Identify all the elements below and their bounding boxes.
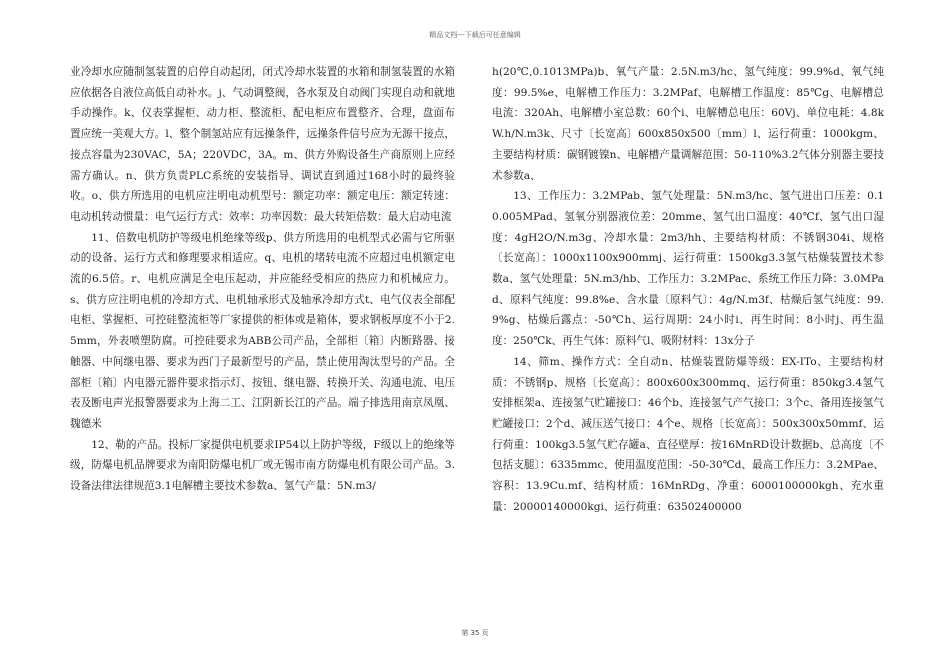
- left-text-column: [70, 62, 455, 497]
- paragraph-14-dryer: 14、筛m、操作方式：全自动n、枯燥装置防爆等级：EX-ITo、主要结构材质：不锈钢p、规格〔长宽高〕：800x600x300mmq、运行荷重：850kg3.4氢气安排框架a、连接氢气贮罐接口：46个b、连接氢气产气接口：3个c、备用连接氢气贮罐接口：2个d、减压送气接口：4个e、规格〔长宽高〕：500x300x50mmf、运行荷重：100kg3.5氢气贮存罐a、直径壁厚：按16MnRD设计数据b、总高度〔不包括支腿〕：6335mmc、使用温度范围：-50-30℃d、最高工作压力：3.2MPae、容积：13.9Cu.mf、结构材质：16MnRDg、净重：6000100000kgh、充水重量：20000140000kgi、运行荷重：63502400000: [492, 355, 884, 513]
- right-text-column: [492, 62, 884, 517]
- paragraph-12-products: 12、勒的产品。投标厂家提供电机要求IP54以上防护等级，F级以上的绝缘等级，防爆电机品牌要求为南阳防爆电机厂或无锡市南方防爆电机有限公司产品。3.设备法律法律规范3.1电解槽主要技术参数a、氢气产量：5N.m3/: [70, 438, 455, 493]
- page-header: 精品文档---下载后可任意编辑: [429, 31, 521, 39]
- paragraph-cooling-water: 业冷却水应随制氢装置的启停自动起闭，闭式冷却水装置的水箱和制氢装置的水箱应依据各自液位高低自动补水。j、气动调整阀，各水泵及自动阀门实现自动和就地手动操作。k、仪表掌握柜、动力柜、整流柜、配电柜应布置整齐、合理，盘面布置应统一美观大方。l、整个制氢站应有远操条件，远操条件信号应为无源干接点，接点容量为230VAC，5A；220VDC，3A。m、供方外购设备生产商原则上应经需方确认。n、供方负责PLC系统的安装指导、调试直到通过168小时的最终验收。o、供方所选用的电机应注明电动机型号：额定功率：额定电压：额定转速：电动机转动惯量：电气运行方式：效率：功率因数：最大转矩倍数：最大启动电流: [70, 66, 455, 223]
- page-number: 第 35 页: [461, 629, 489, 637]
- paragraph-13-separator: 13、工作压力：3.2MPab、氢气处理量：5N.m3/hc、氢气进出口压差：0.10.005MPad、氢氧分别器液位差：20mme、氢气出口温度：40℃f、氢气出口湿度：4gH2O/N.m3g、冷却水量：2m3/hh、主要结构材质：不锈钢304i、规格〔长宽高〕：1000x1100x900mmj、运行荷重：1500kg3.3氢气枯燥装置技术参数a、氢气处理量：5N.m3/hb、工作压力：3.2MPac、系统工作压力降：3.0MPad、原料气纯度：99.8%e、含水量〔原料气〕：4g/N.m3f、枯燥后氢气纯度：99.9%g、枯燥后露点：-50℃h、运行周期：24小时i、再生时间：8小时j、再生温度：250℃k、再生气体：原料气l、吸附材料：13x分子: [492, 190, 884, 348]
- paragraph-11-motor: 11、倍数电机防护等级电机绝缘等级p、供方所选用的电机型式必需与它所驱动的设备、运行方式和修理要求相适应。q、电机的堵转电流不应超过电机额定电流的6.5倍。r、电机应满足全电压起动，并应能经受相应的热应力和机械应力。s、供方应注明电机的冷却方式、电机轴承形式及轴承冷却方式t、电气仪表全部配电柜、掌握柜、可控硅整流柜等厂家提供的柜体或是箱体，要求钢板厚度不小于2.5mm，外表喷塑防腐。可控硅要求为ABB公司产品，全部柜〔箱〕内断路器、接触器、中间继电器、要求为西门子最新型号的产品，禁止使用淘汰型号的产品。全部柜〔箱〕内电器元器件要求指示灯、按钮、继电器、转换开关、沟通电流、电压表及断电声光报警器要求为上海二工、江阴新长江的产品。端子排选用南京凤凰、魏德米: [70, 231, 455, 430]
- paragraph-electrolyzer-params: h(20℃,0.1013MPa)b、氧气产量：2.5N.m3/hc、氢气纯度：99.9%d、氧气纯度：99.5%e、电解槽工作压力：3.2MPaf、电解槽工作温度：85℃g、电解槽总电流：320Ah、电解槽小室总数：60个i、电解槽总电压：60Vj、单位电耗：4.8kW.h/N.m3k、尺寸〔长宽高〕600x850x500〔mm〕l、运行荷重：1000kgm、主要结构材质：碳钢镀镍n、电解槽产量调解范围：50-110%3.2气体分别器主要技术参数a、: [492, 66, 884, 182]
